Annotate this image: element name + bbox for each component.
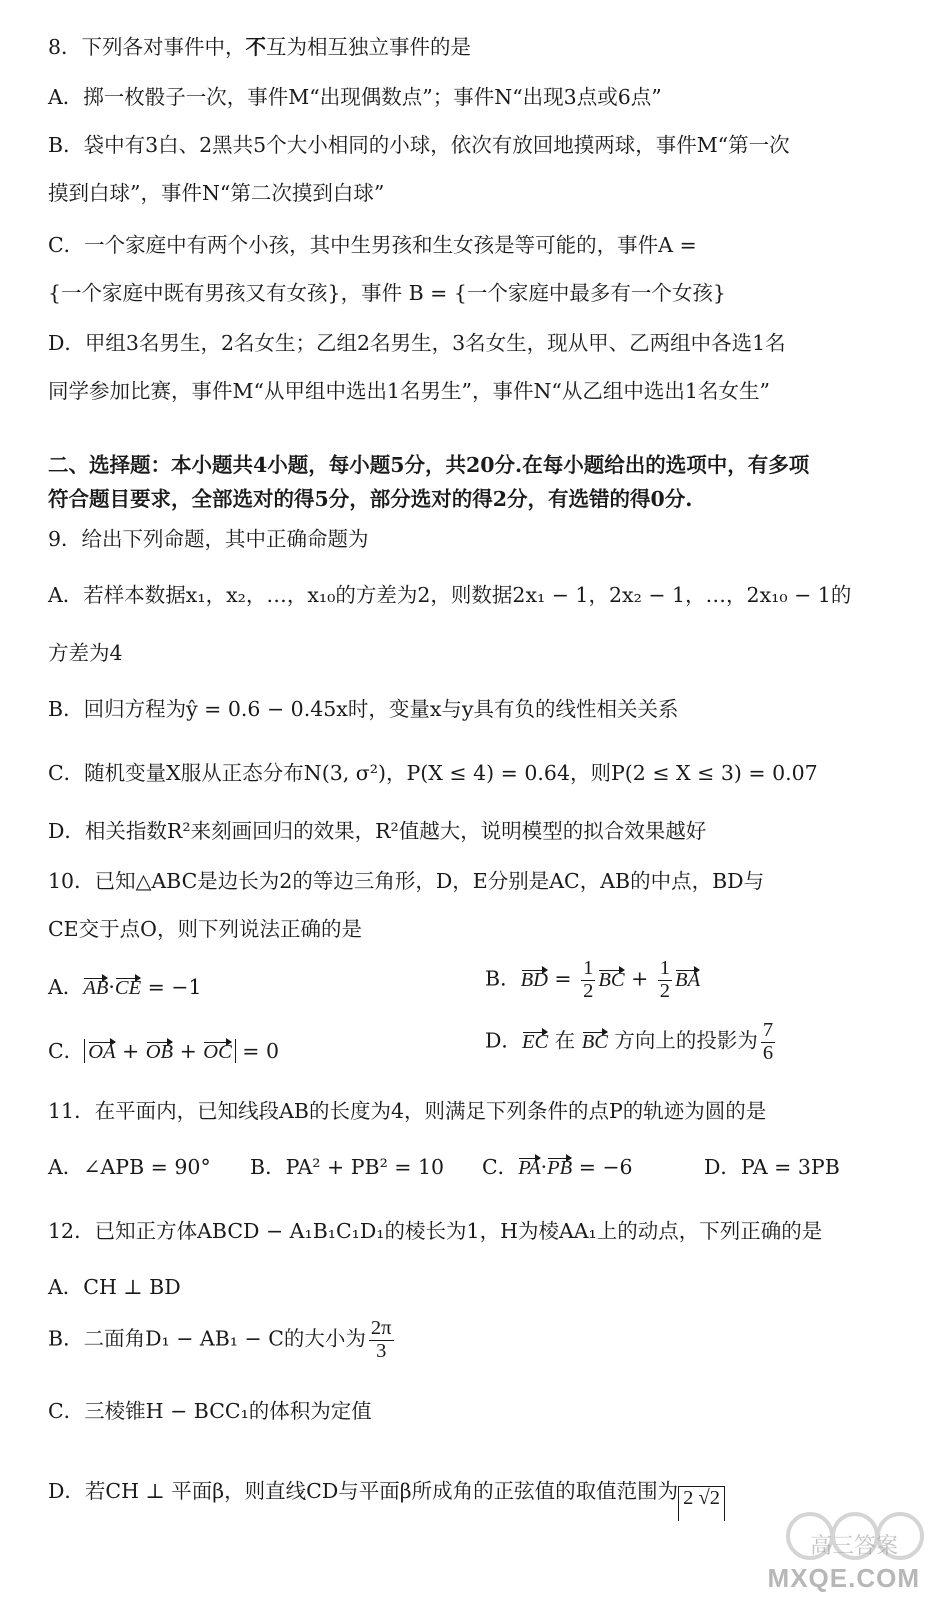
fraction-half-2 bbox=[658, 958, 672, 1002]
q12-b-text: B．二面角D₁ − AB₁ − C的大小为 bbox=[48, 1326, 366, 1351]
frac-num: 1 bbox=[583, 957, 594, 979]
q10-option-b bbox=[485, 958, 700, 1002]
q11-option-b: B．PA² + PB² = 10 bbox=[250, 1155, 445, 1179]
frac-num: 7 bbox=[762, 1019, 774, 1041]
vector-bd: BD bbox=[520, 968, 548, 991]
q10-d-text: 方向上的投影为 bbox=[607, 1028, 758, 1053]
q12-option-a: A．CH ⊥ BD bbox=[48, 1275, 181, 1299]
q10-b-label: B． bbox=[485, 966, 521, 991]
q8-stem-part1: 8．下列各对事件中， bbox=[48, 35, 246, 59]
frac-den: 3 bbox=[376, 1339, 387, 1362]
q9-option-a-line1: A．若样本数据x₁，x₂，…，x₁₀的方差为2，则数据2x₁ − 1，2x₂ − 1，…，2x₁₀ − 1的 bbox=[48, 583, 852, 607]
q8-stem-emphasis: 不 bbox=[245, 35, 267, 59]
q8-option-c-line1: C．一个家庭中有两个小孩，其中生男孩和生女孩是等可能的，事件A = bbox=[48, 233, 697, 257]
q8-stem bbox=[48, 30, 471, 60]
plus-sign: + bbox=[624, 966, 655, 991]
q12-option-b bbox=[48, 1318, 397, 1362]
vector-ab: AB bbox=[83, 977, 109, 999]
frac-den: 2 bbox=[583, 979, 594, 1002]
q9-stem: 9．给出下列命题，其中正确命题为 bbox=[48, 527, 369, 551]
q12-stem: 12．已知正方体ABCD − A₁B₁C₁D₁的棱长为1，H为棱AA₁上的动点，下列正确的是 bbox=[48, 1219, 823, 1243]
fraction-seven-sixths bbox=[761, 1020, 775, 1064]
frac-den: 2 bbox=[659, 979, 671, 1002]
q10-c-label: C． bbox=[48, 1039, 85, 1063]
q8-stem-part2: 互为相互独立事件的是 bbox=[266, 35, 472, 59]
fraction-half-1 bbox=[581, 958, 595, 1002]
dot-operator: · bbox=[108, 975, 115, 999]
q11-c-value: = −6 bbox=[572, 1155, 633, 1179]
q8-option-b-line2: 摸到白球”，事件N“第二次摸到白球” bbox=[48, 181, 385, 205]
vector-oc: OC bbox=[203, 1041, 232, 1063]
vector-ec: EC bbox=[521, 1030, 549, 1053]
q10-option-a bbox=[48, 970, 202, 1000]
vector-bc: BC bbox=[598, 968, 625, 991]
q11-stem: 11．在平面内，已知线段AB的长度为4，则满足下列条件的点P的轨迹为圆的是 bbox=[48, 1099, 767, 1123]
q10-stem-line2: CE交于点O，则下列说法正确的是 bbox=[48, 917, 362, 941]
q10-d-label: D． bbox=[485, 1028, 522, 1053]
q10-a-label: A． bbox=[48, 975, 84, 999]
q12-d-text: D．若CH ⊥ 平面β，则直线CD与平面β所成角的正弦值的取值范围为 bbox=[48, 1479, 679, 1503]
section2-header-line2: 符合题目要求，全部选对的得5分，部分选对的得2分，有选错的得0分. bbox=[48, 487, 693, 511]
watermark-url: MXQE.COM bbox=[767, 1563, 920, 1593]
q10-c-value: = 0 bbox=[235, 1039, 280, 1063]
q8-option-c-line2: {一个家庭中既有男孩又有女孩}，事件 B = {一个家庭中最多有一个女孩} bbox=[48, 281, 726, 305]
watermark-cn: 高三答案 bbox=[809, 1534, 898, 1559]
q11-c-label: C． bbox=[482, 1155, 519, 1179]
frac-num: 2π bbox=[370, 1317, 392, 1339]
q8-option-b-line1: B．袋中有3白、2黑共5个大小相同的小球，依次有放回地摸两球，事件M“第一次 bbox=[48, 133, 790, 157]
vector-pa: PA bbox=[518, 1157, 541, 1179]
q11-option-a: A．∠APB = 90° bbox=[48, 1155, 211, 1179]
q8-option-d-line2: 同学参加比赛，事件M“从甲组中选出1名男生”，事件N“从乙组中选出1名女生” bbox=[48, 379, 770, 403]
vector-pb: PB bbox=[547, 1157, 573, 1179]
q9-option-c: C．随机变量X服从正态分布N(3, σ²)，P(X ≤ 4) = 0.64，则P(2 ≤ X ≤ 3) = 0.07 bbox=[48, 761, 818, 785]
frac-den: 6 bbox=[762, 1041, 774, 1064]
q10-option-d bbox=[485, 1020, 778, 1064]
vector-bc: BC bbox=[581, 1030, 608, 1053]
magnitude-bars: OA + OB + OC bbox=[84, 1039, 236, 1063]
frac-num: 1 bbox=[659, 957, 671, 979]
vector-oa: OA bbox=[88, 1041, 116, 1063]
equals-sign: = bbox=[547, 966, 579, 991]
vector-ob: OB bbox=[145, 1041, 174, 1063]
q10-option-c bbox=[48, 1034, 279, 1064]
section2-header-line1: 二、选择题：本小题共4小题，每小题5分，共20分.在每小题给出的选项中，有多项 bbox=[48, 453, 810, 477]
q11-option-c: C．PA·PB = −6 bbox=[482, 1155, 633, 1179]
q10-d-text-on: 在 bbox=[548, 1028, 582, 1053]
vector-ce: CE bbox=[114, 977, 142, 999]
q9-option-d: D．相关指数R²来刻画回归的效果，R²值越大，说明模型的拟合效果越好 bbox=[48, 819, 707, 843]
q12-option-d bbox=[48, 1474, 725, 1521]
range-bracket: 2 √2 bbox=[678, 1486, 725, 1521]
vector-ba: BA bbox=[675, 968, 701, 991]
q10-a-value: = −1 bbox=[141, 975, 202, 999]
q8-option-a: A．掷一枚骰子一次，事件M“出现偶数点”；事件N“出现3点或6点” bbox=[48, 85, 662, 109]
q9-option-a-line2: 方差为4 bbox=[48, 641, 123, 665]
q9-option-b: B．回归方程为ŷ = 0.6 − 0.45x时，变量x与y具有负的线性相关关系 bbox=[48, 697, 679, 721]
fraction-two-pi-thirds bbox=[369, 1318, 394, 1362]
q10-stem-line1: 10．已知△ABC是边长为2的等边三角形，D，E分别是AC，AB的中点，BD与 bbox=[48, 869, 765, 893]
q8-option-d-line1: D．甲组3名男生，2名女生；乙组2名男生，3名女生，现从甲、乙两组中各选1名 bbox=[48, 331, 786, 355]
q11-option-d: D．PA = 3PB bbox=[704, 1155, 840, 1179]
q12-option-c: C．三棱锥H − BCC₁的体积为定值 bbox=[48, 1399, 372, 1423]
